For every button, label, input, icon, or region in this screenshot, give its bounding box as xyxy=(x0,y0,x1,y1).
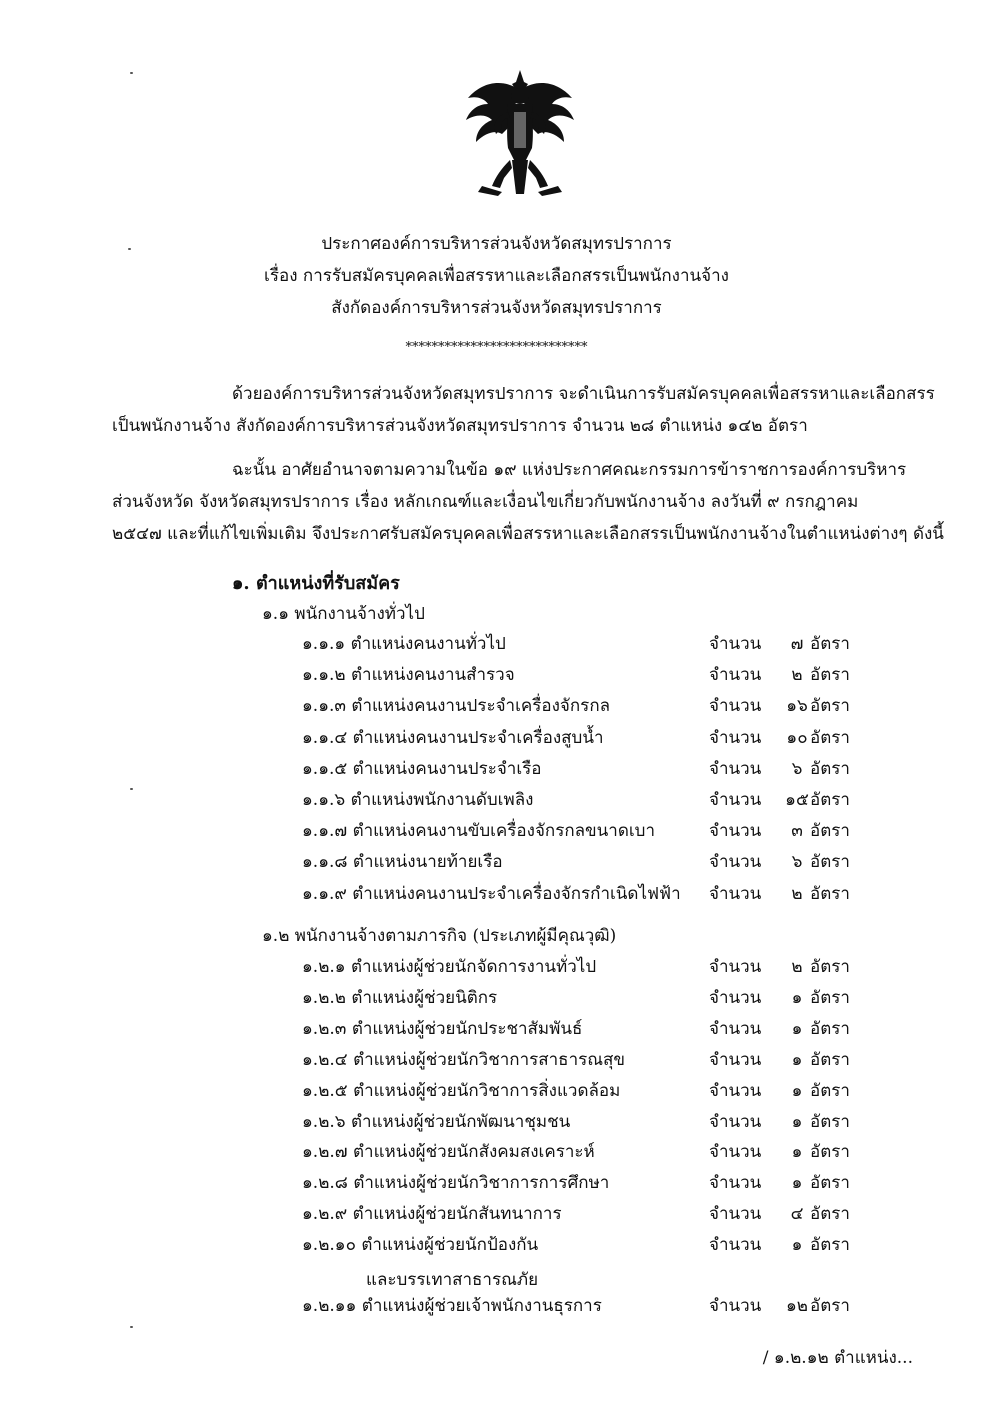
count-value: ๑ xyxy=(791,1142,803,1163)
count-value: ๑ xyxy=(791,1080,803,1101)
count-label: จำนวน xyxy=(709,634,762,654)
count-value: ๑ xyxy=(791,1018,803,1039)
scan-speck xyxy=(130,72,133,74)
count-value: ๒ xyxy=(791,665,803,686)
position-row xyxy=(0,692,993,720)
count-label: จำนวน xyxy=(709,1235,762,1256)
position-row xyxy=(0,848,993,876)
position-title: ๑.๒.๑ ตำแหน่งผู้ช่วยนักจัดการงานทั่วไป xyxy=(302,957,597,977)
count-value: ๓ xyxy=(791,821,803,842)
position-row xyxy=(0,1292,993,1320)
count-unit: อัตรา xyxy=(810,1111,850,1132)
count-value: ๒ xyxy=(791,957,803,977)
count-unit: อัตรา xyxy=(810,790,850,810)
position-title: ๑.๑.๗ ตำแหน่งคนงานขับเครื่องจักรกลขนาดเบา xyxy=(302,821,656,842)
count-label: จำนวน xyxy=(709,883,762,904)
position-title: ๑.๑.๘ ตำแหน่งนายท้ายเรือ xyxy=(302,852,503,873)
count-label: จำนวน xyxy=(709,1018,762,1039)
count-value: ๒ xyxy=(791,883,803,904)
count-label: จำนวน xyxy=(709,1049,762,1070)
position-title: ๑.๑.๓ ตำแหน่งคนงานประจำเครื่องจักรกล xyxy=(302,696,611,717)
count-unit: อัตรา xyxy=(810,821,850,842)
count-unit: อัตรา xyxy=(810,852,850,873)
count-value: ๑๖ xyxy=(786,696,808,717)
group-heading: ๑.๑ พนักงานจ้างทั่วไป xyxy=(262,604,425,624)
position-title: ๑.๑.๙ ตำแหน่งคนงานประจำเครื่องจักรกำเนิดไฟฟ้า xyxy=(302,883,681,904)
position-row xyxy=(0,1108,993,1136)
intro-paragraph-line: ฉะนั้น อาศัยอำนาจตามความในข้อ ๑๙ แห่งประกาศคณะกรรมการข้าราชการองค์การบริหาร xyxy=(232,460,907,480)
page-continuation: / ๑.๒.๑๒ ตำแหน่ง... xyxy=(762,1348,913,1368)
count-label: จำนวน xyxy=(709,1296,762,1316)
count-value: ๗ xyxy=(790,634,804,654)
count-unit: อัตรา xyxy=(810,1049,850,1070)
count-label: จำนวน xyxy=(709,1204,762,1225)
count-unit: อัตรา xyxy=(810,1296,850,1316)
position-title: ๑.๒.๖ ตำแหน่งผู้ช่วยนักพัฒนาชุมชน xyxy=(302,1111,571,1132)
position-title: ๑.๒.๑๑ ตำแหน่งผู้ช่วยเจ้าพนักงานธุรการ xyxy=(302,1296,602,1316)
position-title: ๑.๒.๔ ตำแหน่งผู้ช่วยนักวิชาการสาธารณสุข xyxy=(302,1049,626,1070)
separator-stars: **************************** xyxy=(405,340,588,355)
count-unit: อัตรา xyxy=(810,883,850,904)
count-value: ๑๒ xyxy=(786,1296,808,1316)
garuda-emblem-icon xyxy=(452,68,588,198)
scan-speck xyxy=(130,1326,133,1328)
intro-paragraph-line: เป็นพนักงานจ้าง สังกัดองค์การบริหารส่วนจังหวัดสมุทรปราการ จำนวน ๒๘ ตำแหน่ง ๑๔๒ อัตรา xyxy=(112,416,808,436)
section-heading: ๑. ตำแหน่งที่รับสมัคร xyxy=(232,573,400,594)
count-unit: อัตรา xyxy=(810,1204,850,1225)
position-row xyxy=(0,1231,993,1259)
count-unit: อัตรา xyxy=(810,758,850,779)
count-label: จำนวน xyxy=(709,1080,762,1101)
position-row xyxy=(0,880,993,908)
count-value: ๑ xyxy=(791,1235,803,1256)
count-label: จำนวน xyxy=(709,758,762,779)
count-value: ๑๐ xyxy=(786,727,808,748)
position-row xyxy=(0,1015,993,1043)
position-title: ๑.๑.๒ ตำแหน่งคนงานสำรวจ xyxy=(302,665,515,686)
count-unit: อัตรา xyxy=(810,1173,850,1194)
position-title: ๑.๒.๕ ตำแหน่งผู้ช่วยนักวิชาการสิ่งแวดล้อม xyxy=(302,1080,621,1101)
position-title: ๑.๒.๘ ตำแหน่งผู้ช่วยนักวิชาการการศึกษา xyxy=(302,1173,610,1194)
count-label: จำนวน xyxy=(709,987,762,1008)
position-continuation: และบรรเทาสาธารณภัย xyxy=(366,1270,539,1290)
position-title: ๑.๒.๗ ตำแหน่งผู้ช่วยนักสังคมสงเคราะห์ xyxy=(302,1142,595,1163)
count-value: ๑ xyxy=(791,1049,803,1070)
count-value: ๔ xyxy=(790,1204,804,1225)
count-value: ๑ xyxy=(791,987,803,1008)
position-title: ๑.๒.๑๐ ตำแหน่งผู้ช่วยนักป้องกัน xyxy=(302,1235,539,1256)
intro-paragraph-line: ด้วยองค์การบริหารส่วนจังหวัดสมุทรปราการ จะดำเนินการรับสมัครบุคคลเพื่อสรรหาและเลือกสรร xyxy=(232,384,935,404)
position-title: ๑.๑.๑ ตำแหน่งคนงานทั่วไป xyxy=(302,634,506,654)
count-unit: อัตรา xyxy=(810,634,850,654)
count-unit: อัตรา xyxy=(810,987,850,1008)
count-unit: อัตรา xyxy=(810,1235,850,1256)
count-value: ๖ xyxy=(791,758,803,779)
group-heading: ๑.๒ พนักงานจ้างตามภารกิจ (ประเภทผู้มีคุณวุฒิ) xyxy=(262,926,617,946)
position-row xyxy=(0,630,993,658)
position-title: ๑.๒.๒ ตำแหน่งผู้ช่วยนิติกร xyxy=(302,987,498,1008)
count-unit: อัตรา xyxy=(810,1080,850,1101)
position-row xyxy=(0,755,993,783)
count-unit: อัตรา xyxy=(810,957,850,977)
count-label: จำนวน xyxy=(709,1173,762,1194)
count-label: จำนวน xyxy=(709,665,762,686)
position-title: ๑.๒.๓ ตำแหน่งผู้ช่วยนักประชาสัมพันธ์ xyxy=(302,1018,583,1039)
count-label: จำนวน xyxy=(709,852,762,873)
intro-paragraph-line: ๒๕๔๗ และที่แก้ไขเพิ่มเติม จึงประกาศรับสมัครบุคคลเพื่อสรรหาและเลือกสรรเป็นพนักงานจ้างในตำแหน่งต่างๆ ดังนี้ xyxy=(112,524,944,544)
position-row xyxy=(0,1200,993,1228)
count-value: ๑ xyxy=(791,1111,803,1132)
position-row xyxy=(0,817,993,845)
count-unit: อัตรา xyxy=(810,727,850,748)
position-title: ๑.๑.๔ ตำแหน่งคนงานประจำเครื่องสูบน้ำ xyxy=(302,727,604,748)
count-unit: อัตรา xyxy=(810,665,850,686)
announcement-title: ประกาศองค์การบริหารส่วนจังหวัดสมุทรปราการ xyxy=(321,234,672,254)
count-unit: อัตรา xyxy=(810,1142,850,1163)
position-row xyxy=(0,661,993,689)
position-row xyxy=(0,1077,993,1105)
position-row xyxy=(0,1169,993,1197)
count-value: ๖ xyxy=(791,852,803,873)
count-label: จำนวน xyxy=(709,821,762,842)
count-label: จำนวน xyxy=(709,957,762,977)
announcement-subject: เรื่อง การรับสมัครบุคคลเพื่อสรรหาและเลือกสรรเป็นพนักงานจ้าง xyxy=(264,266,729,286)
count-value: ๑ xyxy=(791,1173,803,1194)
count-label: จำนวน xyxy=(709,790,762,810)
position-row xyxy=(0,953,993,981)
position-title: ๑.๑.๕ ตำแหน่งคนงานประจำเรือ xyxy=(302,758,542,779)
position-row xyxy=(0,984,993,1012)
position-row xyxy=(0,1046,993,1074)
position-title: ๑.๑.๖ ตำแหน่งพนักงานดับเพลิง xyxy=(302,790,534,810)
intro-paragraph-line: ส่วนจังหวัด จังหวัดสมุทรปราการ เรื่อง หลักเกณฑ์และเงื่อนไขเกี่ยวกับพนักงานจ้าง ลงวันที่ ๙ กรกฎาคม xyxy=(112,492,859,512)
count-unit: อัตรา xyxy=(810,1018,850,1039)
position-row xyxy=(0,1138,993,1166)
count-label: จำนวน xyxy=(709,1142,762,1163)
count-label: จำนวน xyxy=(709,696,762,717)
count-value: ๑๕ xyxy=(785,790,809,810)
position-row xyxy=(0,786,993,814)
announcement-affiliation: สังกัดองค์การบริหารส่วนจังหวัดสมุทรปราการ xyxy=(331,298,662,318)
position-title: ๑.๒.๙ ตำแหน่งผู้ช่วยนักสันทนาการ xyxy=(302,1204,562,1225)
count-unit: อัตรา xyxy=(810,696,850,717)
count-label: จำนวน xyxy=(709,1111,762,1132)
count-label: จำนวน xyxy=(709,727,762,748)
position-row xyxy=(0,724,993,752)
